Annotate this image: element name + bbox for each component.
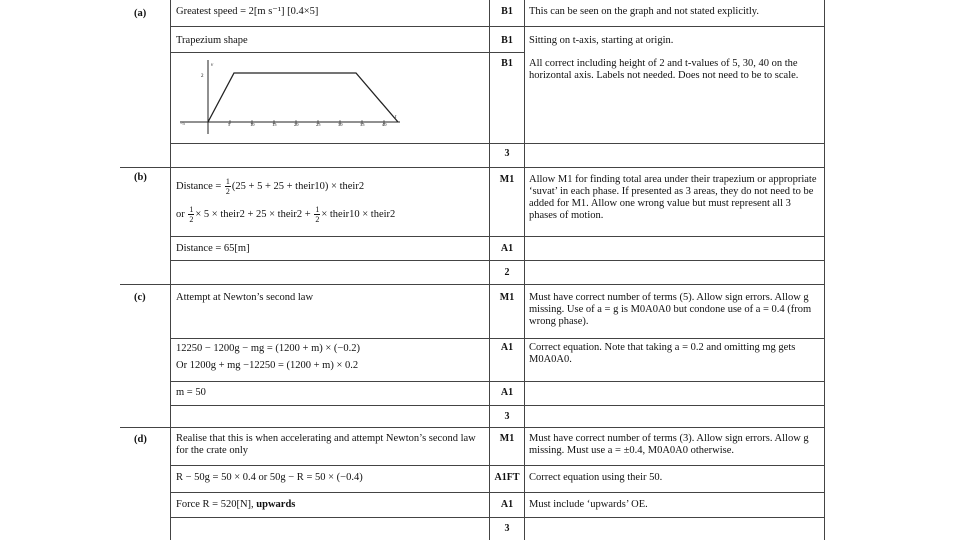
- v-label: v: [211, 63, 214, 68]
- mark-b1: B1: [501, 6, 513, 17]
- row-divider: [120, 284, 825, 285]
- total-mark: 3: [504, 148, 510, 159]
- guidance: This can be seen on the graph and not stated explicitly.: [529, 6, 759, 17]
- distance-prefix: Distance =: [176, 180, 222, 192]
- part-label-d: (d): [134, 434, 147, 445]
- part-label-a: (a): [134, 8, 147, 19]
- t-label: t: [395, 115, 397, 120]
- answer-trapezium: Trapezium shape: [176, 35, 248, 46]
- row-divider: [170, 26, 825, 27]
- answer-mass: m = 50: [176, 387, 206, 398]
- fraction-half: [225, 177, 231, 196]
- tick-label: 5: [228, 122, 231, 127]
- row-divider: [170, 405, 825, 406]
- mark-m1: M1: [499, 292, 515, 303]
- tick-label: 15: [272, 122, 277, 127]
- answer-distance-value: Distance = 65[m]: [176, 243, 250, 254]
- force-value: Force R = 520[N],: [176, 499, 254, 510]
- guidance: Must have correct number of terms (3). Allow sign errors. Allow g missing. Must use a = ±0.4, M0A0A0 otherwise.: [529, 433, 809, 456]
- answer-crate-equation: R − 50g = 50 × 0.4 or 50g − R = 50 × (−0.4): [176, 472, 363, 483]
- fraction-half: [188, 205, 194, 224]
- tick-label: 35: [360, 122, 365, 127]
- or-label: or: [176, 208, 185, 220]
- mark-a1: A1: [500, 243, 514, 254]
- guidance: Sitting on t-axis, starting at origin.: [529, 35, 674, 46]
- fraction-num: 1: [315, 205, 320, 214]
- answer-distance-formula: [176, 177, 364, 196]
- row-divider: [120, 167, 825, 168]
- row-divider: [170, 465, 825, 466]
- column-divider: [170, 0, 171, 540]
- guidance: Correct equation. Note that taking a = 0.2 and omitting mg gets M0A0A0.: [529, 342, 796, 365]
- row-divider: [170, 381, 825, 382]
- row-divider: [170, 338, 825, 339]
- answer-force: [176, 499, 295, 511]
- tick-label: −5: [180, 121, 185, 126]
- alt-expression-b: × their10 × their2: [321, 208, 396, 220]
- total-mark: 3: [504, 411, 510, 422]
- mark-a1: A1: [500, 387, 514, 398]
- fraction-den: 2: [189, 215, 194, 224]
- fraction-den: 2: [315, 215, 320, 224]
- mark-b1: B1: [501, 58, 513, 69]
- fraction-half: [314, 205, 320, 224]
- guidance: All correct including height of 2 and t-values of 5, 30, 40 on the horizontal axis. Labels not needed. Does not need to be to scale.: [529, 58, 799, 81]
- guidance: Must have correct number of terms (5). Allow sign errors. Allow g missing. Use of a = g is M0A0A0 but condone use of a = 0.4 (from wrong phase).: [529, 292, 812, 327]
- force-direction: upwards: [256, 499, 296, 510]
- part-label-b: (b): [134, 172, 147, 183]
- fraction-den: 2: [225, 187, 230, 196]
- answer-equation-2: Or 1200g + mg −12250 = (1200 + m) × 0.2: [176, 360, 359, 371]
- part-label-c: (c): [134, 292, 146, 303]
- fraction-num: 1: [225, 177, 230, 186]
- total-mark: 2: [504, 267, 510, 278]
- guidance: Must include ‘upwards’ OE.: [529, 499, 648, 510]
- row-divider: [170, 492, 825, 493]
- mark-a1ft: A1FT: [494, 472, 520, 483]
- answer-realise-accelerating: Realise that this is when accelerating and attempt Newton’s second law for the crate only: [176, 433, 476, 456]
- mark-a1: A1: [500, 342, 514, 353]
- mark-m1: M1: [499, 174, 515, 185]
- guidance: Correct equation using their 50.: [529, 472, 663, 483]
- answer-greatest-speed: Greatest speed = 2[m s⁻¹] [0.4×5]: [176, 6, 319, 17]
- row-divider: [170, 52, 525, 53]
- tick-label: 40: [382, 122, 387, 127]
- mark-m1: M1: [499, 433, 515, 444]
- answer-equation-1: 12250 − 1200g − mg = (1200 + m) × (−0.2): [176, 343, 360, 354]
- height-label: 2: [201, 74, 204, 79]
- distance-expression: (25 + 5 + 25 + their10) × their2: [231, 180, 365, 192]
- row-divider: [170, 236, 825, 237]
- row-divider: [170, 143, 825, 144]
- total-mark: 3: [504, 523, 510, 534]
- tick-label: 10: [250, 122, 255, 127]
- tick-label: 30: [338, 122, 343, 127]
- answer-distance-alternative: [176, 205, 395, 224]
- alt-expression-a: × 5 × their2 + 25 × their2 +: [195, 208, 311, 220]
- mark-b1: B1: [501, 35, 513, 46]
- fraction-num: 1: [189, 205, 194, 214]
- tick-label: 25: [316, 122, 321, 127]
- row-divider: [170, 260, 825, 261]
- tick-label: 20: [294, 122, 299, 127]
- row-divider: [120, 427, 825, 428]
- column-divider: [824, 0, 825, 540]
- velocity-time-sketch: [172, 56, 402, 138]
- answer-newton-attempt: Attempt at Newton’s second law: [176, 292, 314, 303]
- mark-a1: A1: [500, 499, 514, 510]
- guidance: Allow M1 for finding total area under their trapezium or appropriate ‘suvat’ in each phase. If presented as 3 areas, they do not need to be added for M1. Allow one wrong value but must represent all 3 phases of motion.: [529, 174, 817, 221]
- trapezium-line: [208, 73, 398, 122]
- row-divider: [170, 517, 825, 518]
